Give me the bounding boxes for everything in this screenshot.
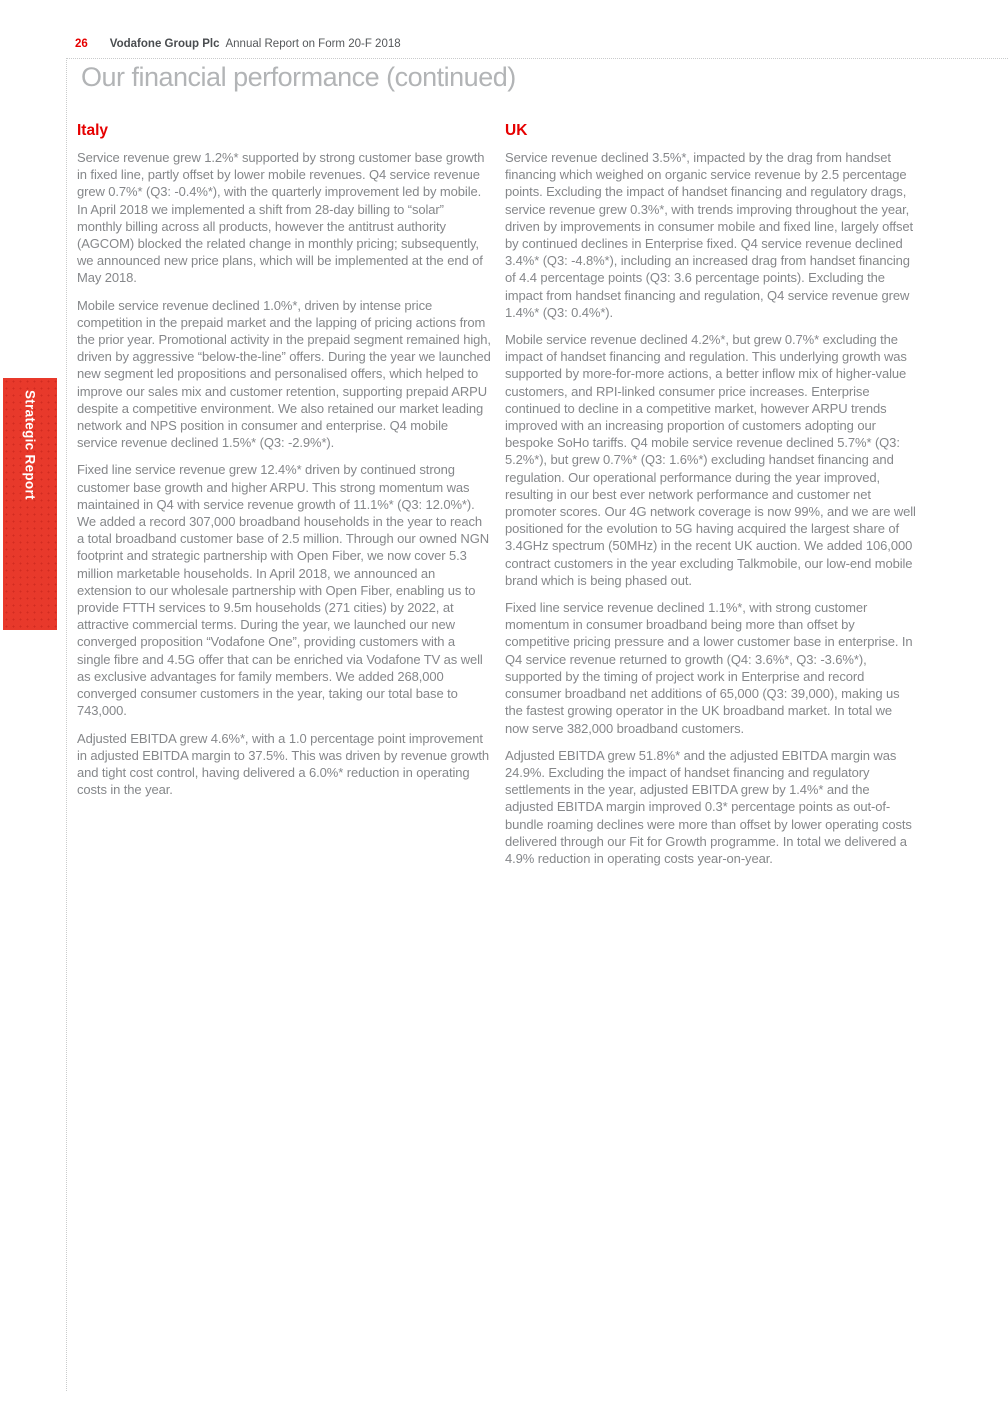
italy-paragraph-mobile-service-revenue: Mobile service revenue declined 1.0%*, driven by intense price competition in the prepaid market and the lapping of pricing actions from the prior year. Promotional activity in the prepaid segment remained high, driven by aggressive “below-the-line” offers. During the year we launched new segment led propositions and personalised offers, which helped to improve our sales mix and customer retention, supporting prepaid ARPU despite a competitive environment. We also retained our market leading network and NPS position in consumer and enterprise. Q4 mobile service revenue declined 1.5%* (Q3: -2.9%*). — [77, 297, 491, 451]
running-header — [75, 38, 401, 50]
strategic-report-tab-label: Strategic Report — [22, 390, 38, 500]
uk-paragraph-service-revenue: Service revenue declined 3.5%*, impacted by the drag from handset financing which weighed on organic service revenue by 2.5 percentage points. Excluding the impact of handset financing and regulatory drags, service revenue grew 0.3%*, with trends improving throughout the year, driven by improvements in consumer mobile and fixed line, largely offset by continued declines in Enterprise fixed. Q4 service revenue declined 3.4%* (Q3: -4.8%*), including an increased drag from handset financing of 4.4 percentage points (Q3: 3.6 percentage points). Excluding the impact from handset financing and regulation, Q4 service revenue grew 1.4%* (Q3: 0.4%*). — [505, 150, 914, 320]
uk-paragraph-mobile-service-revenue: Mobile service revenue declined 4.2%*, but grew 0.7%* excluding the impact of handset financing and regulation. This underlying growth was supported by more-for-more actions, a better inflow mix of higher-value customers, and RPI-linked consumer price increases. Enterprise continued to decline in a competitive market, however ARPU trends improved with an increasing proportion of customers adopting our bespoke SoHo tariffs. Q4 mobile service revenue declined 5.7%* (Q3: 5.2%*), but grew 0.7%* (Q3: 1.6%*) excluding handset financing and regulation. Our operational performance during the year improved, resulting in our best ever network performance and customer net promoter scores. Our 4G network coverage is now 99%, and we are well positioned for the evolution to 5G having acquired the largest share of 3.4GHz spectrum (50MHz) in the recent UK auction. We added 106,000 contract customers in the year excluding Talkmobile, our low-end mobile brand which is being phased out. — [505, 332, 916, 588]
uk-paragraph-fixed-line: Fixed line service revenue declined 1.1%*, with strong customer momentum in consumer broadband being more than offset by competitive pricing pressure and a lower customer base in enterprise. In Q4 service revenue returned to growth (Q4: 3.6%*, Q3: -3.6%*), supported by the timing of project work in Enterprise and record consumer broadband net additions of 65,000 (Q3: 39,000), making us the fastest growing operator in the UK broadband market. In total we now serve 382,000 broadband customers. — [505, 600, 913, 736]
strategic-report-tab — [3, 378, 57, 630]
column-italy — [77, 122, 491, 808]
section-title: Our financial performance (continued) — [81, 62, 516, 92]
column-uk — [505, 122, 917, 877]
column-heading-italy: Italy — [77, 122, 109, 139]
uk-paragraph-adjusted-ebitda: Adjusted EBITDA grew 51.8%* and the adjusted EBITDA margin was 24.9%. Excluding the impact of handset financing and regulatory settlements in the year, adjusted EBITDA grew by 1.4%* and the adjusted EBITDA margin improved 0.3* percentage points as out-of-bundle roaming declines were more than offset by lower operating costs delivered through our Fit for Growth programme. In total we delivered a 4.9% reduction in operating costs year-on-year. — [505, 747, 912, 866]
report-title: Annual Report on Form 20-F 2018 — [225, 38, 401, 50]
brand-name: Vodafone Group Plc — [109, 38, 220, 50]
italy-paragraph-service-revenue: Service revenue grew 1.2%* supported by strong customer base growth in fixed line, partly offset by lower mobile revenues. Q4 service revenue grew 0.7%* (Q3: -0.4%*), with the quarterly improvement led by mobile. In April 2018 we implemented a shift from 28-day billing to “solar” monthly billing across all products, however the antitrust authority (AGCOM) blocked the related change in monthly pricing; subsequently, we announced new price plans, which will be implemented at the end of May 2018. — [77, 150, 485, 286]
page-number: 26 — [75, 38, 88, 50]
column-heading-uk: UK — [505, 122, 528, 139]
italy-paragraph-fixed-line: Fixed line service revenue grew 12.4%* driven by continued strong customer base growth and higher ARPU. This strong momentum was maintained in Q4 with service revenue growth of 11.1%* (Q3: 12.0%*). We added a record 307,000 broadband households in the year to reach a total broadband customer base of 2.5 million. Through our owned NGN footprint and strategic partnership with Open Fiber, we now cover 5.3 million marketable households. In April 2018, we announced an extension to our wholesale partnership with Open Fiber, enabling us to provide FTTH services to 9.5m households (271 cities) by 2022, at attractive commercial terms. During the year, we launched our new converged proposition “Vodafone One”, providing customers with a single fibre and 4.5G offer that can be enriched via Vodafone TV as well as exclusive advantages for family members. We added 268,000 converged consumer customers in the year, taking our total base to 743,000. — [77, 462, 489, 719]
italy-paragraph-adjusted-ebitda: Adjusted EBITDA grew 4.6%*, with a 1.0 percentage point improvement in adjusted EBITDA margin to 37.5%. This was driven by revenue growth and tight cost control, having delivered a 6.0%* reduction in operating costs in the year. — [77, 730, 489, 798]
